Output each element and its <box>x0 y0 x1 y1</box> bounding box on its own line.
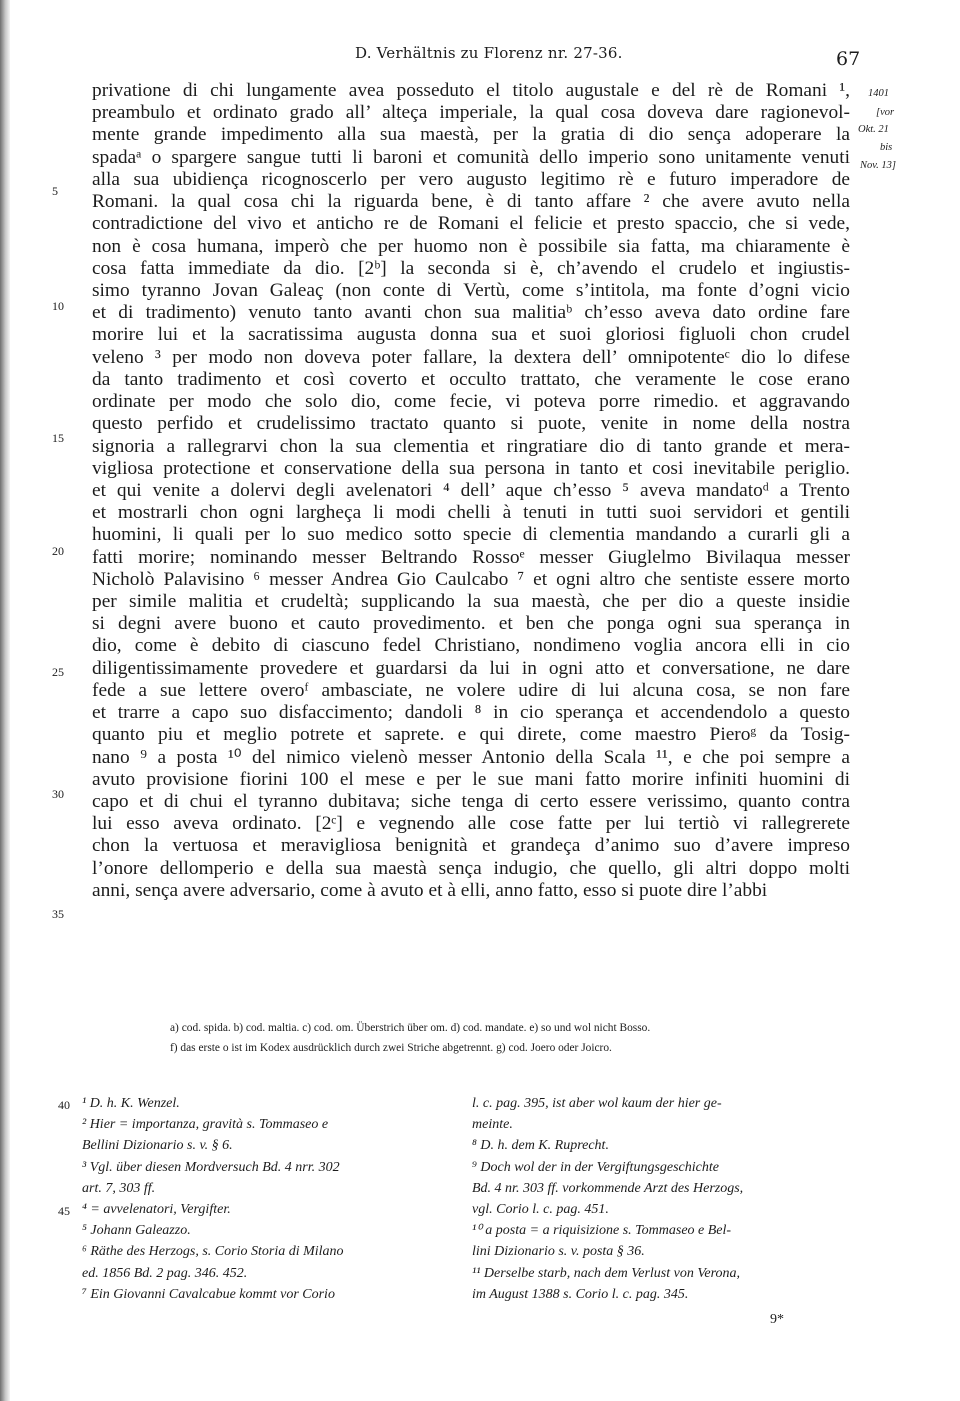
text-line: veleno ³ per modo non doveva poter fallare, la dextera dell’ omnipotenteᶜ dio lo difese <box>92 346 850 368</box>
text-line: questo perfido et crudelissimo tractato quanto si puote, venite in nome della nostra <box>92 413 850 435</box>
text-line: fatti morire; nominando messer Beltrando Rossoᵉ messer Giuglelmo Bivilaqua messer <box>92 546 850 568</box>
running-header: D. Verhältnis zu Florenz nr. 27-36. <box>355 44 623 62</box>
text-line: per simile malitia et crudeltà; supplicando la sua maestà, che per dio a queste insidie <box>92 591 850 613</box>
text-line: avuto provisione fiorini 100 el mese e per le sue mani fatto morire infiniti huomini di <box>92 768 850 790</box>
footnote-line: ⁵ Johann Galeazzo. <box>82 1223 191 1239</box>
footnote-line: ¹⁰ a posta = a riquisizione s. Tommaseo e Bel- <box>472 1223 732 1239</box>
text-line: Nicholò Palavisino ⁶ messer Andrea Gio Caulcabo ⁷ et ogni altro che sentiste essere morto <box>92 568 850 590</box>
text-line: et qui venite a dolervi degli avelenatori ⁴ dell’ aque ch’esso ⁵ aveva mandatoᵈ a Trento <box>92 479 850 501</box>
text-line: chon la vertuosa et meravigliosa benignità et grandeça d’animo suo d’avere impreso <box>92 835 850 857</box>
page-number: 67 <box>836 48 861 70</box>
footnote-line: ⁸ D. h. dem K. Ruprecht. <box>472 1138 609 1154</box>
footnote-line: im August 1388 s. Corio l. c. pag. 345. <box>472 1286 689 1302</box>
line-number: 35 <box>52 907 64 921</box>
margin-note-nov: Nov. 13] <box>860 160 896 171</box>
margin-note-okt: Okt. 21 <box>858 124 889 135</box>
text-line: diligentissimamente provedere et guardarsi da lui in ogni atto et conversatione, ne dare <box>92 657 850 679</box>
text-line: quanto piu et meglio potrete et saprete. e qui direte, come maestro Pieroᵍ da Tosig- <box>92 724 850 746</box>
margin-note-bis: bis <box>880 142 893 153</box>
text-line: lui esso aveva ordinato. [2ᶜ] e vegnendo alle cose fatte per lui tertiò vi rallegrerete <box>92 813 850 835</box>
text-line: et di tradimento) venuto tanto avanti chon sua malitiaᵇ ch’esso aveva dato ordine fare <box>92 302 850 324</box>
text-line: simo tyranno Jovan Galeaç (non conte di Vertù, come s’intitola, ma fonte d’ogni vicio <box>92 279 850 301</box>
apparatus-line: f) das erste o ist im Kodex ausdrücklich durch zwei Striche abgetrennt. g) cod. Joero oder Joicro. <box>170 1042 612 1054</box>
line-number: 20 <box>52 544 64 558</box>
text-line: preambulo et ordinato grado all’ alteça imperiale, la qual cosa doveva dare ragionevol- <box>92 102 850 124</box>
margin-note-year: 1401 <box>868 88 889 99</box>
text-line: vigliosa protectione et conservatione della sua persona in tanto et cosi inevitabile periglio. <box>92 457 850 479</box>
footnote-line: ³ Vgl. über diesen Mordversuch Bd. 4 nrr. 302 <box>82 1159 340 1175</box>
text-line: anni, sença avere adversario, come à avuto et à elli, anno fatto, esso si puote dire l’abbi <box>92 879 768 901</box>
text-line: nano ⁹ a posta ¹⁰ del nimico vielenò messer Antonio della Scala ¹¹, e che poi sempre a <box>92 746 850 768</box>
text-line: et mostrarli chon ogni largheça li modi chelli à tenuti in tutti suoi servidori et gentili <box>92 502 850 524</box>
text-line: Romani. la qual cosa chi la riguarda bene, è di tanto affare ² che avere avuto nella <box>92 191 850 213</box>
footnote-line: ² Hier = importanza, gravità s. Tommaseo e <box>82 1117 329 1133</box>
line-number: 10 <box>52 299 64 313</box>
text-line: spadaᵃ o spargere sangue tutti li baroni et comunità dello imperio sono unitamente venuti <box>92 146 850 168</box>
text-line: ordinate per modo che solo dio, come fecie, vi poteva porre rimedio. et aggravando <box>92 391 850 413</box>
text-line: dio, come è debito di ciascuno fedel Christiano, nondimeno voglia ancora elli in cio <box>92 635 850 657</box>
footnote-line: ⁷ Ein Giovanni Cavalcabue kommt vor Corio <box>82 1286 335 1302</box>
text-line: alla sua ubidiença ricognoscerlo per vero augusto legitimo rè e futuro imperadore de <box>92 168 850 190</box>
footnote-line: vgl. Corio l. c. pag. 451. <box>472 1202 609 1218</box>
footnote-line: ⁶ Räthe des Herzogs, s. Corio Storia di Milano <box>82 1244 344 1260</box>
text-line: morire lui et la sacratissima augusta donna sua et suoi gloriosi figluoli chon crudel <box>92 324 850 346</box>
text-line: capo et di chui el tyranno dubitava; siche tenga di certo essere verissimo, quanto contra <box>92 791 850 812</box>
footnote-line: Bellini Dizionario s. v. § 6. <box>82 1138 233 1154</box>
text-line: signoria a rallegrarvi chon la sua clementia et ringratiare dio di tanto grande et mera- <box>92 435 850 457</box>
text-line: cosa fatta immediate da dio. [2ᵇ] la seconda si è, ch’avendo el crudelo et ingiustis- <box>92 257 850 279</box>
text-line: privatione di chi lungamente avea posseduto el titolo augustale e del rè de Romani ¹, <box>92 80 850 101</box>
footnote-line: l. c. pag. 395, ist aber wol kaum der hier ge- <box>472 1096 722 1111</box>
signature-mark: 9* <box>770 1312 784 1327</box>
footnotes-left-column <box>82 1093 462 1305</box>
footnote-line: ⁴ = avvelenatori, Vergifter. <box>82 1202 231 1218</box>
margin-note-vor: [vor <box>876 107 895 118</box>
text-line: non è cosa humana, imperò che per huomo non è possibile sia fatta, ma chiaramente è <box>92 235 850 257</box>
footnote-line: art. 7, 303 ff. <box>82 1180 156 1196</box>
footnote-line: Bd. 4 nr. 303 ff. vorkommende Arzt des Herzogs, <box>472 1180 744 1196</box>
footnote-line: ¹ D. h. K. Wenzel. <box>82 1096 180 1111</box>
text-line: et trarre a capo suo disfaccimento; dandoli ⁸ in cio sperança et accendendolo a questo <box>92 702 850 724</box>
main-text-body <box>92 80 850 902</box>
footnote-line: ⁹ Doch wol der in der Vergiftungsgeschichte <box>472 1159 719 1175</box>
text-line: mente grande impedimento alla sua maestà, per la gratia di dio sença adoperare la <box>92 124 850 146</box>
footnotes-right-column <box>472 1093 852 1305</box>
line-number: 5 <box>52 184 58 198</box>
footnote-line-number: 40 <box>58 1098 70 1112</box>
line-number: 25 <box>52 665 64 679</box>
text-line: da tanto tradimento et così coverto et occulto trattato, che veramente le cose erano <box>92 368 850 390</box>
text-line: l’onore dellomperio e della sua maestà sença indugio, che quello, gli altri doppo molti <box>92 857 850 879</box>
critical-apparatus <box>170 1018 850 1058</box>
footnote-line-number: 45 <box>58 1204 70 1218</box>
footnote-line: ed. 1856 Bd. 2 pag. 346. 452. <box>82 1265 248 1281</box>
text-line: huomini, li quali per lo suo medico sotto specie di clementia mandando a curarli gli a <box>92 524 850 546</box>
text-line: contradictione del vivo et anticho re de Romani el felicie et presto spaccio, che si vede, <box>92 213 850 235</box>
scan-binding-edge <box>0 0 10 1401</box>
line-number: 15 <box>52 431 64 445</box>
apparatus-line: a) cod. spida. b) cod. maltia. c) cod. om. Überstrich über om. d) cod. mandate. e) so und wol nicht Bosso. <box>170 1022 651 1034</box>
footnote-line: meinte. <box>472 1117 513 1133</box>
footnote-line: lini Dizionario s. v. posta § 36. <box>472 1244 645 1260</box>
text-line: si degni avere buono et cauto provedimento. et ben che ponga ogni sua sperança in <box>92 613 850 635</box>
text-line: fede a sue lettere overoᶠ ambasciate, ne volere udire di lui alcuna cosa, se non fare <box>92 679 850 701</box>
line-number: 30 <box>52 787 64 801</box>
footnote-line: ¹¹ Derselbe starb, nach dem Verlust von Verona, <box>472 1265 741 1281</box>
